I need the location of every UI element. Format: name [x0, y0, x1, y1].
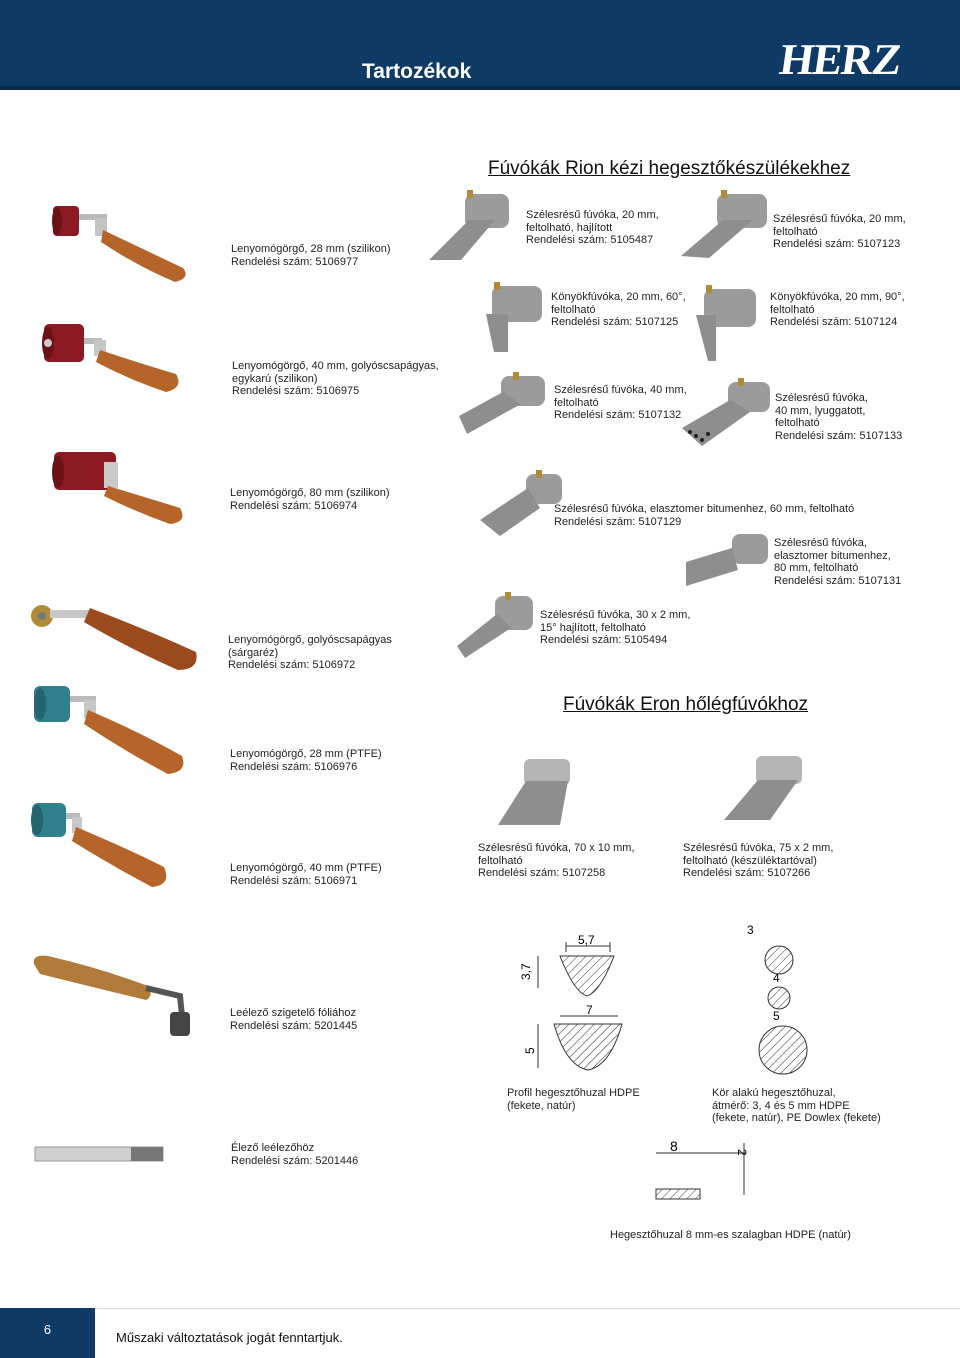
section-title-eron: Fúvókák Eron hőlégfúvókhoz [563, 694, 809, 715]
dim-7: 7 [586, 1003, 593, 1017]
profile-rod-drawing [510, 930, 660, 1075]
page-number-box [0, 1308, 95, 1358]
roller-caption-5106975: Lenyomógörgő, 40 mm, golyóscsapágyas, egykarú (szilikon) Rendelési szám: 5106975 [232, 360, 439, 397]
herz-logo: HERZ [776, 35, 905, 84]
roller-80mm-silicone-image [48, 446, 198, 536]
roller-brass-image [28, 600, 203, 680]
roller-28mm-ptfe-image [30, 682, 195, 782]
page-title: Tartozékok [362, 60, 472, 83]
dim-5: 5 [523, 1047, 537, 1054]
nozzle-5105487-image [425, 190, 515, 265]
nozzle-caption-5107258: Szélesrésű fúvóka, 70 x 10 mm, feltolható Rendelési szám: 5107258 [478, 842, 635, 879]
nozzle-5107125-image [472, 282, 547, 357]
nozzle-caption-5107123: Szélesrésű fúvóka, 20 mm, feltolható Rendelési szám: 5107123 [773, 213, 906, 250]
nozzle-5107124-image [680, 285, 760, 365]
nozzle-caption-5107132: Szélesrésű fúvóka, 40 mm, feltolható Rendelési szám: 5107132 [554, 384, 687, 421]
section-title-rion: Fúvókák Rion kézi hegesztőkészülékekhez [488, 158, 851, 179]
nozzle-5107258-image [496, 755, 576, 830]
nozzle-5107131-image [682, 530, 772, 592]
dim-2: 2 [735, 1149, 749, 1156]
nozzle-caption-5105487: Szélesrésű fúvóka, 20 mm, feltolható, hajlított Rendelési szám: 5105487 [526, 209, 659, 246]
dim-5-round: 5 [773, 1009, 780, 1023]
profile-rod-caption: Profil hegesztőhuzal HDPE (fekete, natúr) [507, 1087, 640, 1112]
nozzle-5107123-image [677, 190, 772, 265]
strip-rod-drawing [640, 1135, 760, 1215]
sharpener-image [35, 1145, 165, 1165]
tool-caption-5201446: Élező leélezőhöz Rendelési szám: 5201446 [231, 1142, 359, 1167]
footer-rule [95, 1308, 960, 1309]
nozzle-5107132-image [455, 372, 550, 437]
nozzle-5107133-image [678, 378, 773, 450]
roller-40mm-silicone-image [38, 316, 188, 406]
footer-note: Műszaki változtatások jogát fenntartjuk. [116, 1330, 343, 1345]
nozzle-caption-5107266: Szélesrésű fúvóka, 75 x 2 mm, feltolható (készüléktartóval) Rendelési szám: 5107266 [683, 842, 834, 879]
dim-3-7: 3,7 [519, 963, 533, 980]
scraper-tool-image [30, 950, 195, 1045]
roller-40mm-ptfe-image [28, 797, 178, 892]
roller-28mm-silicone-image [45, 200, 195, 290]
nozzle-5105494-image [455, 592, 535, 660]
nozzle-caption-5107133: Szélesrésű fúvóka, 40 mm, lyuggatott, feltolható Rendelési szám: 5107133 [775, 392, 903, 442]
dim-5-7: 5,7 [578, 933, 595, 947]
dim-3: 3 [747, 923, 754, 937]
nozzle-caption-5107131: Szélesrésű fúvóka, elasztomer bitumenhez, 80 mm, feltolható Rendelési szám: 5107131 [774, 537, 902, 587]
dim-4: 4 [773, 971, 780, 985]
dim-8: 8 [670, 1138, 678, 1154]
round-rod-drawing [745, 922, 825, 1077]
roller-caption-5106976: Lenyomógörgő, 28 mm (PTFE) Rendelési szám: 5106976 [230, 748, 382, 773]
roller-caption-5106977: Lenyomógörgő, 28 mm (szilikon) Rendelési szám: 5106977 [231, 243, 391, 268]
roller-caption-5106971: Lenyomógörgő, 40 mm (PTFE) Rendelési szám: 5106971 [230, 862, 382, 887]
strip-rod-caption: Hegesztőhuzal 8 mm-es szalagban HDPE (natúr) [610, 1229, 851, 1241]
page-number: 6 [43, 1322, 52, 1337]
roller-caption-5106972: Lenyomógörgő, golyóscsapágyas (sárgaréz) Rendelési szám: 5106972 [228, 634, 392, 671]
nozzle-5107266-image [720, 752, 805, 824]
nozzle-caption-5107124: Könyökfúvóka, 20 mm, 90°, feltolható Rendelési szám: 5107124 [770, 291, 905, 328]
tool-caption-5201445: Leélező szigetelő fóliához Rendelési szám: 5201445 [230, 1007, 358, 1032]
round-rod-caption: Kör alakú hegesztőhuzal, átmérő: 3, 4 és 5 mm HDPE (fekete, natúr), PE Dowlex (fekete) [712, 1087, 881, 1124]
nozzle-caption-5105494: Szélesrésű fúvóka, 30 x 2 mm, 15° hajlított, feltolható Rendelési szám: 5105494 [540, 609, 691, 646]
roller-caption-5106974: Lenyomógörgő, 80 mm (szilikon) Rendelési szám: 5106974 [230, 487, 390, 512]
nozzle-caption-5107129: Szélesrésű fúvóka, elasztomer bitumenhez, 60 mm, feltolható Rendelési szám: 5107129 [554, 503, 855, 528]
nozzle-caption-5107125: Könyökfúvóka, 20 mm, 60°, feltolható Rendelési szám: 5107125 [551, 291, 686, 328]
